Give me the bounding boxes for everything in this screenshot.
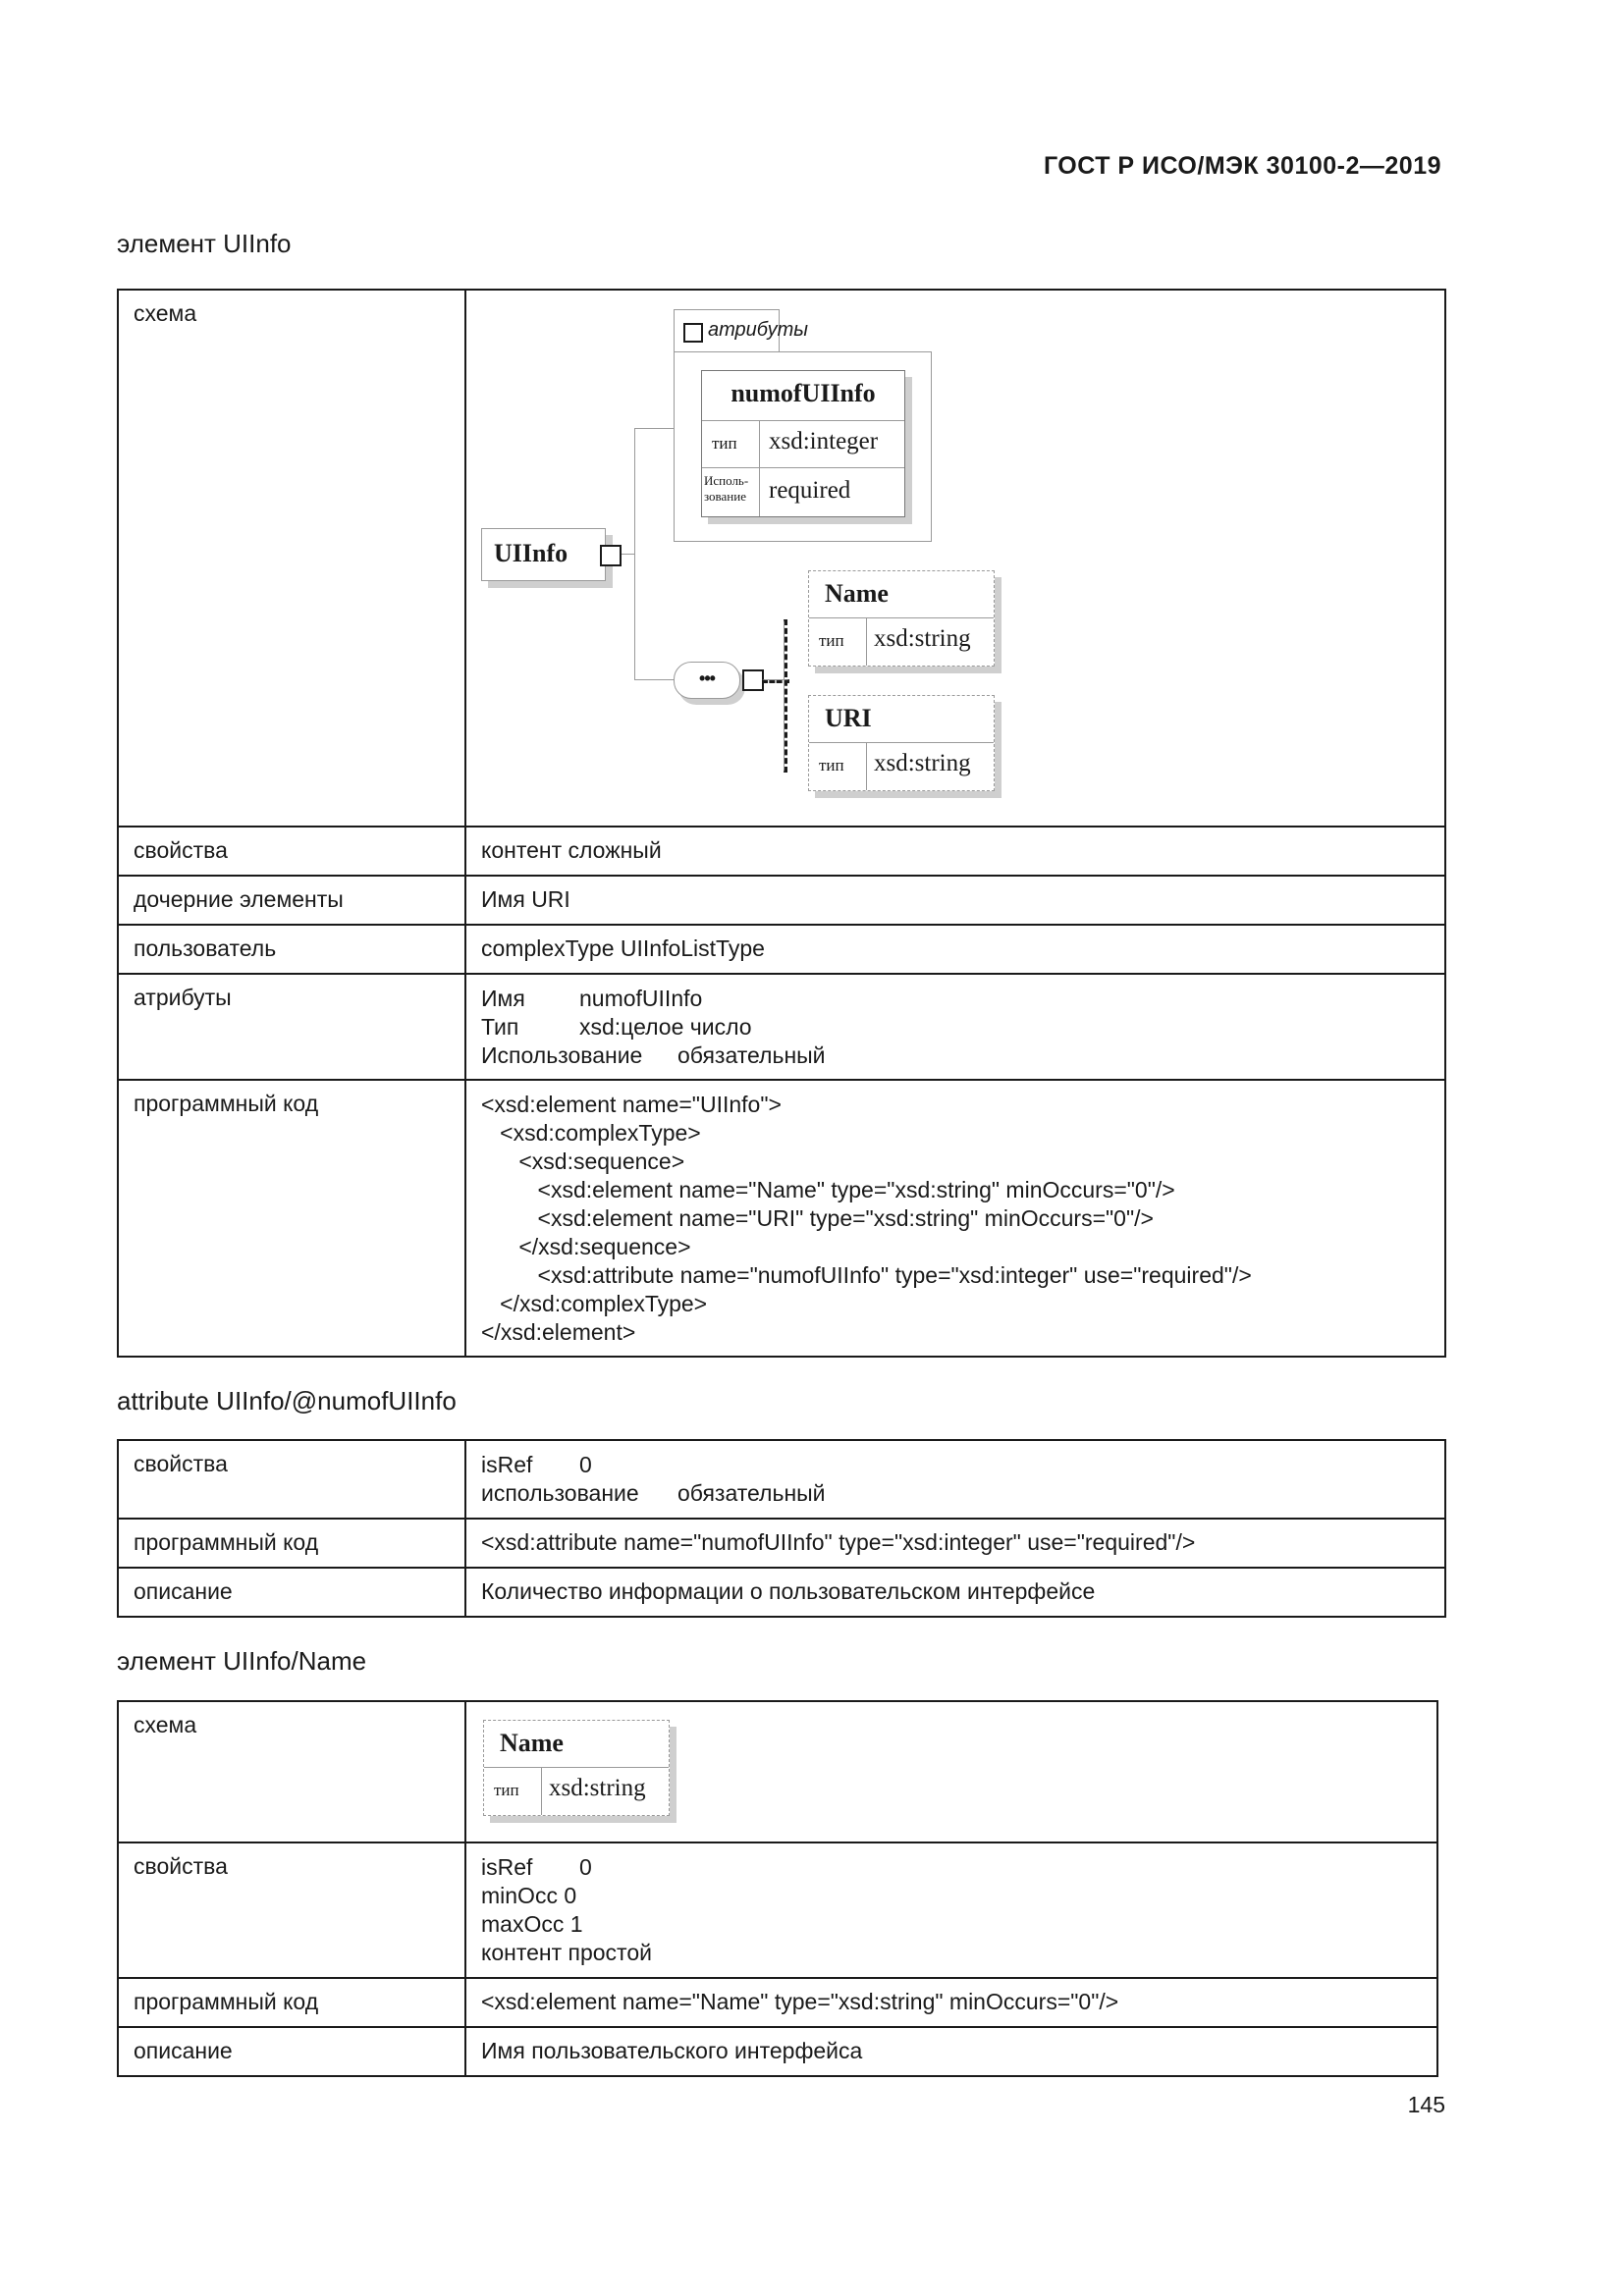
schema-diagram-cell (465, 1701, 1437, 1842)
row-label-code: программный код (118, 1519, 465, 1568)
attr-line-name (481, 985, 1430, 1013)
row-value-code: <xsd:attribute name="numofUIInfo" type="xsd:integer" use="required"/> (465, 1519, 1445, 1568)
child1-type-value: xsd:string (874, 625, 971, 652)
isref-key: isRef (481, 1452, 533, 1477)
usage-val: обязательный (677, 1480, 826, 1506)
row-value-description: Количество информации о пользовательском интерфейсе (465, 1568, 1445, 1617)
maxocc-line: maxOcc 1 (481, 1911, 583, 1937)
uiinfo-table (117, 289, 1446, 1358)
content-line: контент простой (481, 1940, 652, 1965)
row-value-children: Имя URI (465, 876, 1445, 925)
usage-line (481, 1479, 1430, 1508)
attributes-tab-label: атрибуты (708, 319, 808, 341)
name-type-key: тип (494, 1781, 519, 1799)
element-box-uiinfo[interactable] (481, 528, 606, 581)
connector-trunk (634, 428, 635, 679)
row-label-description: описание (118, 2027, 465, 2076)
sequence-symbol: ••• (699, 668, 715, 688)
code-line: <xsd:attribute name="numofUIInfo" type="xsd:integer" use="required"/> (481, 1262, 1252, 1288)
row-label-properties: свойства (118, 827, 465, 876)
child2-col-divider (866, 742, 867, 790)
attr-name-key: Имя (481, 986, 525, 1011)
child1-type-key: тип (819, 631, 844, 650)
sequence-expand-icon[interactable] (742, 669, 764, 691)
attr-type-key-row: Тип (481, 1014, 519, 1040)
code-line: <xsd:element name="URI" type="xsd:string" minOccurs="0"/> (481, 1205, 1154, 1231)
collapse-icon[interactable] (683, 323, 703, 343)
row-label-code: программный код (118, 1080, 465, 1357)
element-name: UIInfo (494, 539, 568, 567)
name-type-value: xsd:string (549, 1775, 646, 1801)
attr-name-val: numofUIInfo (579, 986, 703, 1011)
section-title-attribute: attribute UIInfo/@numofUIInfo (117, 1386, 457, 1415)
row-value-properties (465, 1842, 1437, 1978)
attr-line-use (481, 1041, 1430, 1070)
page-number: 145 (1407, 2092, 1445, 2117)
isref-val: 0 (579, 1854, 592, 1880)
connector-to-sequence (634, 679, 674, 680)
attr-box-title: numofUIInfo (731, 379, 876, 407)
section-title-name: элемент UIInfo/Name (117, 1646, 367, 1676)
section-title-uiinfo: элемент UIInfo (117, 229, 292, 258)
schema-diagram-cell (465, 290, 1445, 827)
name-table (117, 1700, 1438, 2077)
row-label-user: пользователь (118, 925, 465, 974)
row-value-user: complexType UIInfoListType (465, 925, 1445, 974)
attr-use-key: Использование (481, 1042, 643, 1068)
schema-diagram (466, 291, 1444, 826)
row-label-schema: схема (118, 290, 465, 827)
child2-name: URI (825, 704, 872, 732)
attr-use-val: обязательный (677, 1042, 826, 1068)
child1-col-divider (866, 617, 867, 666)
child-box-name[interactable] (808, 570, 995, 667)
row-value-code (465, 1080, 1445, 1357)
row-label-code: программный код (118, 1978, 465, 2027)
code-line: <xsd:element name="UIInfo"> (481, 1092, 782, 1117)
row-label-children: дочерние элементы (118, 876, 465, 925)
row-value-attributes (465, 974, 1445, 1080)
child1-divider (809, 617, 994, 618)
attr-type-key: тип (712, 434, 737, 453)
name-box-col-divider (541, 1767, 542, 1815)
code-line: </xsd:element> (481, 1319, 636, 1345)
attributes-group (674, 351, 932, 542)
minocc-line: minOcc 0 (481, 1883, 577, 1908)
attr-type-val-row: xsd:целое число (579, 1014, 752, 1040)
isref-line (481, 1451, 1430, 1479)
row-label-description: описание (118, 1568, 465, 1617)
attr-type-value: xsd:integer (769, 428, 879, 454)
child2-type-key: тип (819, 756, 844, 774)
code-line: </xsd:sequence> (481, 1234, 691, 1259)
name-box-divider (484, 1767, 669, 1768)
code-line: </xsd:complexType> (481, 1291, 708, 1316)
name-element-title: Name (500, 1729, 564, 1757)
attr-usage-key-line1: Исполь- (704, 473, 749, 488)
connector-children-trunk (784, 619, 787, 773)
child-box-uri[interactable] (808, 695, 995, 791)
row-label-attributes: атрибуты (118, 974, 465, 1080)
element-box-name[interactable] (483, 1720, 670, 1816)
row-value-properties: контент сложный (465, 827, 1445, 876)
row-value-description: Имя пользовательского интерфейса (465, 2027, 1437, 2076)
attr-box-divider (702, 420, 904, 421)
isref-key: isRef (481, 1854, 533, 1880)
child1-name: Name (825, 579, 889, 608)
attr-box-col-divider (759, 420, 760, 516)
row-label-schema: схема (118, 1701, 465, 1842)
usage-key: использование (481, 1480, 639, 1506)
child2-divider (809, 742, 994, 743)
attr-line-type (481, 1013, 1430, 1041)
attribute-table (117, 1439, 1446, 1618)
attr-usage-value: required (769, 477, 851, 504)
child2-type-value: xsd:string (874, 750, 971, 776)
attr-box-divider-2 (702, 467, 904, 468)
connector-to-attributes (634, 428, 674, 429)
code-line: <xsd:element name="Name" type="xsd:string" minOccurs="0"/> (481, 1177, 1175, 1202)
isref-val: 0 (579, 1452, 592, 1477)
row-label-properties: свойства (118, 1842, 465, 1978)
attributes-tab (674, 309, 808, 353)
attr-usage-key (704, 473, 748, 505)
isref-line (481, 1853, 1422, 1882)
row-label-properties: свойства (118, 1440, 465, 1519)
code-line: <xsd:complexType> (481, 1120, 701, 1146)
sequence-compositor[interactable] (674, 662, 740, 699)
row-value-properties (465, 1440, 1445, 1519)
attr-box-numofuiinfo[interactable] (701, 370, 905, 517)
row-value-code: <xsd:element name="Name" type="xsd:string" minOccurs="0"/> (465, 1978, 1437, 2027)
code-line: <xsd:sequence> (481, 1148, 685, 1174)
attr-usage-key-line2: зование (704, 489, 746, 504)
document-header: ГОСТ Р ИСО/МЭК 30100-2—2019 (1043, 152, 1441, 180)
expand-icon[interactable] (600, 545, 622, 566)
